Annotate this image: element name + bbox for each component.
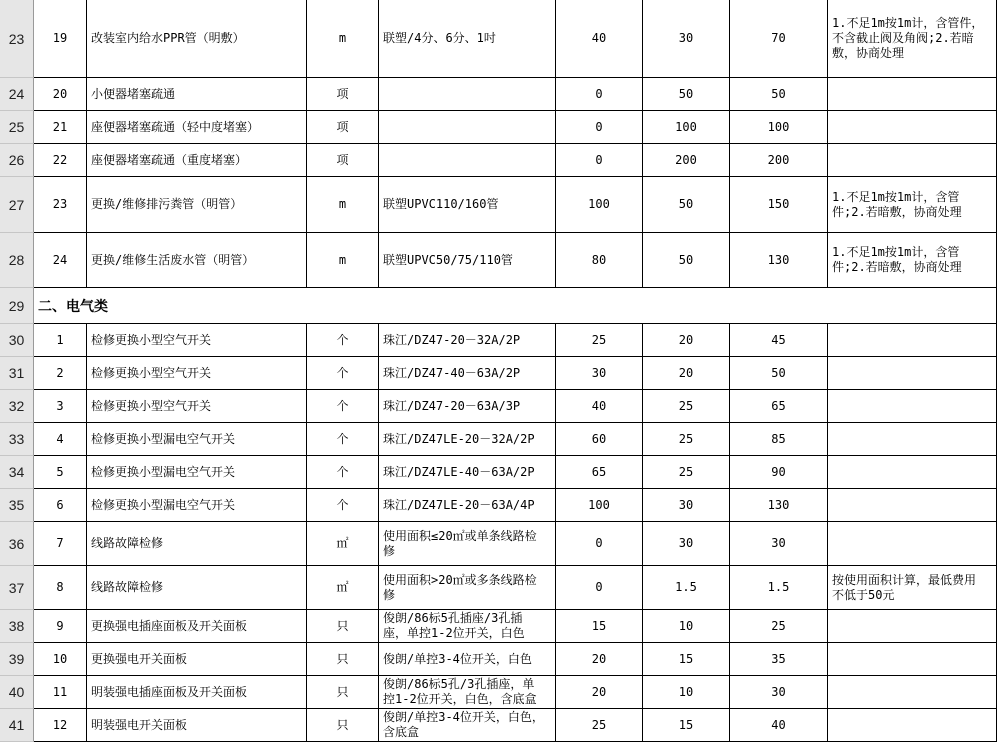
labor-cost-cell[interactable]: 30 [643, 489, 730, 522]
labor-cost-cell[interactable]: 200 [643, 144, 730, 177]
material-cost-cell[interactable]: 0 [556, 78, 643, 111]
table-row [0, 709, 997, 742]
spec-cell[interactable]: 使用面积≤20㎡或单条线路检 修 [379, 522, 556, 566]
total-cost-cell[interactable]: 85 [730, 423, 828, 456]
spec-cell[interactable]: 联塑UPVC50/75/110管 [379, 233, 556, 288]
unit-cell[interactable]: 个 [307, 324, 379, 357]
material-cost-cell[interactable]: 0 [556, 144, 643, 177]
seq-cell[interactable]: 21 [34, 111, 87, 144]
row-header[interactable]: 38 [0, 610, 34, 643]
remark-cell[interactable] [828, 709, 997, 742]
spec-cell[interactable]: 俊朗/单控3-4位开关，白色， 含底盒 [379, 709, 556, 742]
remark-cell[interactable] [828, 144, 997, 177]
material-cost-cell[interactable]: 0 [556, 566, 643, 610]
remark-cell[interactable]: 1.不足1m按1m计，含管 件;2.若暗敷，协商处理 [828, 233, 997, 288]
item-name-cell[interactable]: 线路故障检修 [87, 522, 307, 566]
total-cost-cell[interactable]: 30 [730, 676, 828, 709]
total-cost-cell[interactable]: 30 [730, 522, 828, 566]
table-row [0, 522, 997, 566]
total-cost-cell[interactable]: 35 [730, 643, 828, 676]
spec-cell[interactable]: 使用面积>20㎡或多条线路检 修 [379, 566, 556, 610]
seq-cell[interactable]: 12 [34, 709, 87, 742]
table-row [0, 643, 997, 676]
total-cost-cell[interactable]: 25 [730, 610, 828, 643]
row-header[interactable]: 37 [0, 566, 34, 610]
spec-cell[interactable]: 俊朗/86标5孔/3孔插座，单 控1-2位开关，白色，含底盒 [379, 676, 556, 709]
spec-cell[interactable]: 珠江/DZ47-20－63A/3P [379, 390, 556, 423]
material-cost-cell[interactable]: 0 [556, 111, 643, 144]
total-cost-cell[interactable]: 50 [730, 78, 828, 111]
remark-cell[interactable] [828, 423, 997, 456]
seq-cell[interactable]: 2 [34, 357, 87, 390]
remark-cell[interactable] [828, 643, 997, 676]
spec-cell[interactable] [379, 111, 556, 144]
row-header[interactable]: 30 [0, 324, 34, 357]
table-row [0, 423, 997, 456]
material-cost-cell[interactable]: 30 [556, 357, 643, 390]
row-header[interactable]: 39 [0, 643, 34, 676]
item-name-cell[interactable]: 明装强电开关面板 [87, 709, 307, 742]
item-name-cell[interactable]: 检修更换小型空气开关 [87, 357, 307, 390]
remark-cell[interactable] [828, 522, 997, 566]
spec-cell[interactable]: 俊朗/单控3-4位开关，白色 [379, 643, 556, 676]
row-header[interactable]: 28 [0, 233, 34, 288]
material-cost-cell[interactable]: 100 [556, 177, 643, 233]
table-row [0, 357, 997, 390]
item-name-cell[interactable]: 更换强电插座面板及开关面板 [87, 610, 307, 643]
unit-cell[interactable]: 项 [307, 144, 379, 177]
row-header[interactable]: 33 [0, 423, 34, 456]
seq-cell[interactable]: 8 [34, 566, 87, 610]
seq-cell[interactable]: 22 [34, 144, 87, 177]
row-header[interactable]: 29 [0, 288, 34, 324]
remark-cell[interactable]: 按使用面积计算，最低费用 不低于50元 [828, 566, 997, 610]
seq-cell[interactable]: 23 [34, 177, 87, 233]
labor-cost-cell[interactable]: 50 [643, 233, 730, 288]
remark-cell[interactable] [828, 324, 997, 357]
unit-cell[interactable]: 个 [307, 390, 379, 423]
total-cost-cell[interactable]: 1.5 [730, 566, 828, 610]
table-row [0, 177, 997, 233]
material-cost-cell[interactable]: 65 [556, 456, 643, 489]
material-cost-cell[interactable]: 20 [556, 676, 643, 709]
unit-cell[interactable]: 个 [307, 357, 379, 390]
seq-cell[interactable]: 20 [34, 78, 87, 111]
unit-cell[interactable]: ㎡ [307, 566, 379, 610]
table-row [0, 676, 997, 709]
row-header[interactable]: 34 [0, 456, 34, 489]
total-cost-cell[interactable]: 130 [730, 233, 828, 288]
row-header[interactable]: 41 [0, 709, 34, 742]
total-cost-cell[interactable]: 200 [730, 144, 828, 177]
item-name-cell[interactable]: 检修更换小型漏电空气开关 [87, 489, 307, 522]
item-name-cell[interactable]: 改装室内给水PPR管（明敷） [87, 0, 307, 78]
total-cost-cell[interactable]: 45 [730, 324, 828, 357]
total-cost-cell[interactable]: 100 [730, 111, 828, 144]
section-title-cell[interactable]: 二、电气类 [34, 288, 997, 324]
row-header[interactable]: 31 [0, 357, 34, 390]
item-name-cell[interactable]: 更换/维修排污粪管（明管） [87, 177, 307, 233]
material-cost-cell[interactable]: 80 [556, 233, 643, 288]
seq-cell[interactable]: 10 [34, 643, 87, 676]
item-name-cell[interactable]: 更换/维修生活废水管（明管） [87, 233, 307, 288]
item-name-cell[interactable]: 明装强电插座面板及开关面板 [87, 676, 307, 709]
material-cost-cell[interactable]: 40 [556, 390, 643, 423]
remark-cell[interactable] [828, 390, 997, 423]
spec-cell[interactable] [379, 78, 556, 111]
item-name-cell[interactable]: 座便器堵塞疏通（轻中度堵塞） [87, 111, 307, 144]
total-cost-cell[interactable]: 40 [730, 709, 828, 742]
unit-cell[interactable]: 个 [307, 456, 379, 489]
spec-cell[interactable]: 联塑UPVC110/160管 [379, 177, 556, 233]
material-cost-cell[interactable]: 25 [556, 324, 643, 357]
unit-cell[interactable]: 只 [307, 709, 379, 742]
remark-cell[interactable] [828, 111, 997, 144]
material-cost-cell[interactable]: 25 [556, 709, 643, 742]
unit-cell[interactable]: m [307, 177, 379, 233]
material-cost-cell[interactable]: 40 [556, 0, 643, 78]
total-cost-cell[interactable]: 150 [730, 177, 828, 233]
item-name-cell[interactable]: 检修更换小型漏电空气开关 [87, 456, 307, 489]
item-name-cell[interactable]: 检修更换小型空气开关 [87, 324, 307, 357]
item-name-cell[interactable]: 更换强电开关面板 [87, 643, 307, 676]
labor-cost-cell[interactable]: 30 [643, 522, 730, 566]
remark-cell[interactable] [828, 456, 997, 489]
labor-cost-cell[interactable]: 10 [643, 610, 730, 643]
seq-cell[interactable]: 11 [34, 676, 87, 709]
seq-cell[interactable]: 9 [34, 610, 87, 643]
unit-cell[interactable]: 项 [307, 111, 379, 144]
row-header[interactable]: 26 [0, 144, 34, 177]
unit-cell[interactable]: 项 [307, 78, 379, 111]
unit-cell[interactable]: 只 [307, 643, 379, 676]
table-row [0, 78, 997, 111]
seq-cell[interactable]: 24 [34, 233, 87, 288]
total-cost-cell[interactable]: 70 [730, 0, 828, 78]
row-header[interactable]: 24 [0, 78, 34, 111]
unit-cell[interactable]: 只 [307, 676, 379, 709]
labor-cost-cell[interactable]: 50 [643, 78, 730, 111]
row-header[interactable]: 25 [0, 111, 34, 144]
labor-cost-cell[interactable]: 25 [643, 423, 730, 456]
total-cost-cell[interactable]: 90 [730, 456, 828, 489]
total-cost-cell[interactable]: 50 [730, 357, 828, 390]
table-row [0, 324, 997, 357]
material-cost-cell[interactable]: 20 [556, 643, 643, 676]
remark-cell[interactable] [828, 610, 997, 643]
spec-cell[interactable]: 俊朗/86标5孔插座/3孔插 座，单控1-2位开关，白色 [379, 610, 556, 643]
unit-cell[interactable]: m [307, 0, 379, 78]
labor-cost-cell[interactable]: 15 [643, 643, 730, 676]
section-row [0, 288, 997, 324]
seq-cell[interactable]: 6 [34, 489, 87, 522]
material-cost-cell[interactable]: 100 [556, 489, 643, 522]
table-row [0, 390, 997, 423]
remark-cell[interactable] [828, 357, 997, 390]
item-name-cell[interactable]: 线路故障检修 [87, 566, 307, 610]
item-name-cell[interactable]: 小便器堵塞疏通 [87, 78, 307, 111]
item-name-cell[interactable]: 检修更换小型空气开关 [87, 390, 307, 423]
remark-cell[interactable] [828, 489, 997, 522]
labor-cost-cell[interactable]: 50 [643, 177, 730, 233]
seq-cell[interactable]: 5 [34, 456, 87, 489]
row-header[interactable]: 40 [0, 676, 34, 709]
labor-cost-cell[interactable]: 20 [643, 357, 730, 390]
labor-cost-cell[interactable]: 25 [643, 390, 730, 423]
seq-cell[interactable]: 4 [34, 423, 87, 456]
labor-cost-cell[interactable]: 100 [643, 111, 730, 144]
labor-cost-cell[interactable]: 25 [643, 456, 730, 489]
remark-cell[interactable] [828, 78, 997, 111]
spec-cell[interactable]: 联塑/4分、6分、1吋 [379, 0, 556, 78]
row-header[interactable]: 27 [0, 177, 34, 233]
table-row [0, 144, 997, 177]
spec-cell[interactable]: 珠江/DZ47-20－32A/2P [379, 324, 556, 357]
labor-cost-cell[interactable]: 15 [643, 709, 730, 742]
total-cost-cell[interactable]: 65 [730, 390, 828, 423]
unit-cell[interactable]: m [307, 233, 379, 288]
unit-cell[interactable]: 个 [307, 423, 379, 456]
table-row [0, 610, 997, 643]
row-header[interactable]: 23 [0, 0, 34, 78]
spec-cell[interactable] [379, 144, 556, 177]
item-name-cell[interactable]: 检修更换小型漏电空气开关 [87, 423, 307, 456]
remark-cell[interactable]: 1.不足1m按1m计，含管件， 不含截止阀及角阀;2.若暗 敷，协商处理 [828, 0, 997, 78]
row-header[interactable]: 36 [0, 522, 34, 566]
remark-cell[interactable] [828, 676, 997, 709]
row-header[interactable]: 35 [0, 489, 34, 522]
unit-cell[interactable]: ㎡ [307, 522, 379, 566]
table-row [0, 456, 997, 489]
table-row [0, 566, 997, 610]
seq-cell[interactable]: 7 [34, 522, 87, 566]
labor-cost-cell[interactable]: 20 [643, 324, 730, 357]
seq-cell[interactable]: 1 [34, 324, 87, 357]
material-cost-cell[interactable]: 0 [556, 522, 643, 566]
seq-cell[interactable]: 19 [34, 0, 87, 78]
total-cost-cell[interactable]: 130 [730, 489, 828, 522]
item-name-cell[interactable]: 座便器堵塞疏通（重度堵塞） [87, 144, 307, 177]
remark-cell[interactable]: 1.不足1m按1m计，含管 件;2.若暗敷，协商处理 [828, 177, 997, 233]
spec-cell[interactable]: 珠江/DZ47-40－63A/2P [379, 357, 556, 390]
table-row [0, 0, 997, 78]
spec-cell[interactable]: 珠江/DZ47LE-20－63A/4P [379, 489, 556, 522]
labor-cost-cell[interactable]: 1.5 [643, 566, 730, 610]
table-row [0, 233, 997, 288]
labor-cost-cell[interactable]: 10 [643, 676, 730, 709]
row-header[interactable]: 32 [0, 390, 34, 423]
table-row [0, 111, 997, 144]
labor-cost-cell[interactable]: 30 [643, 0, 730, 78]
material-cost-cell[interactable]: 60 [556, 423, 643, 456]
seq-cell[interactable]: 3 [34, 390, 87, 423]
unit-cell[interactable]: 只 [307, 610, 379, 643]
table-row [0, 489, 997, 522]
spec-cell[interactable]: 珠江/DZ47LE-40－63A/2P [379, 456, 556, 489]
material-cost-cell[interactable]: 15 [556, 610, 643, 643]
spec-cell[interactable]: 珠江/DZ47LE-20－32A/2P [379, 423, 556, 456]
unit-cell[interactable]: 个 [307, 489, 379, 522]
